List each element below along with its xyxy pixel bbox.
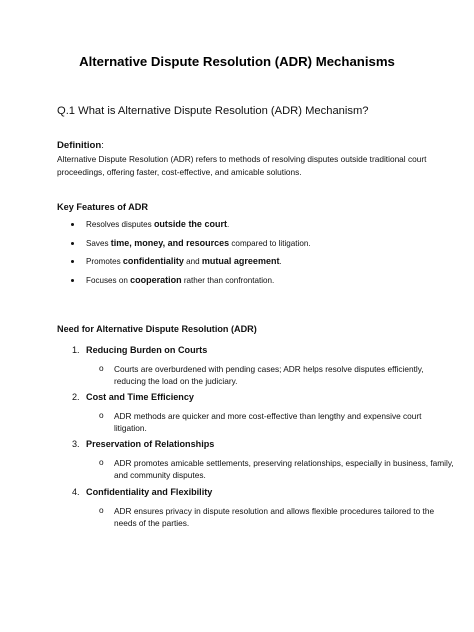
feature-bold: time, money, and resources [110, 237, 230, 248]
circle-bullet-icon: o [99, 505, 104, 515]
need-item-detail [57, 505, 454, 529]
feature-bold: mutual agreement [201, 256, 280, 266]
bullet-icon [71, 223, 74, 226]
need-heading: Need for Alternative Dispute Resolution (ADR) [57, 324, 257, 334]
circle-bullet-icon: o [99, 457, 104, 467]
item-number: 2. [72, 392, 80, 402]
feature-bold: confidentiality [122, 256, 184, 266]
item-number: 1. [72, 345, 80, 355]
circle-bullet-icon: o [99, 410, 104, 420]
definition-text: Alternative Dispute Resolution (ADR) refers to methods of resolving disputes outside traditional court proceedings, offering faster, cost-effective, and amicable solutions. [57, 154, 427, 177]
key-feature-item [57, 252, 457, 271]
feature-bold: outside the court [153, 219, 227, 229]
circle-bullet-icon: o [99, 363, 104, 373]
need-item-title [57, 343, 457, 357]
feature-text: Saves [86, 238, 111, 248]
need-item [57, 390, 457, 434]
item-number: 4. [72, 487, 80, 497]
key-feature-item [57, 215, 457, 234]
detail-text: ADR ensures privacy in dispute resolution and allows flexible procedures tailored to the needs of the parties. [114, 506, 435, 529]
need-item-detail [57, 457, 454, 481]
bullet-icon [71, 260, 74, 263]
item-title-text: Preservation of Relationships [86, 439, 215, 449]
definition-heading [57, 140, 104, 151]
need-item-detail [57, 363, 454, 387]
need-item [57, 485, 457, 529]
item-title-text: Reducing Burden on Courts [86, 345, 208, 355]
key-feature-item [57, 271, 457, 290]
feature-text: compared to litigation. [229, 238, 311, 248]
need-item [57, 343, 457, 387]
feature-text: Resolves disputes [86, 220, 154, 229]
definition-heading-label: Definition [57, 140, 102, 151]
need-item [57, 437, 457, 481]
feature-bold: cooperation [130, 274, 182, 285]
feature-text: Promotes [86, 257, 123, 266]
detail-text: ADR promotes amicable settlements, preserving relationships, especially in business, family, and community disputes. [114, 458, 454, 481]
need-item-detail [57, 410, 454, 434]
detail-text: ADR methods are quicker and more cost-effective than lengthy and expensive court litigation. [114, 411, 422, 434]
document-title: Alternative Dispute Resolution (ADR) Mechanisms [79, 54, 395, 69]
feature-text: . [279, 257, 282, 266]
key-feature-item [57, 234, 457, 253]
key-features-list [57, 215, 457, 289]
need-item-title [57, 390, 457, 404]
need-item-title [57, 437, 457, 451]
definition-colon: : [101, 140, 104, 151]
feature-text: rather than confrontation. [181, 275, 275, 285]
need-item-title [57, 485, 457, 499]
question-heading: Q.1 What is Alternative Dispute Resolution (ADR) Mechanism? [57, 105, 369, 117]
feature-text: . [226, 220, 230, 229]
key-features-heading: Key Features of ADR [57, 202, 149, 212]
bullet-icon [71, 242, 74, 245]
item-title-text: Cost and Time Efficiency [86, 392, 194, 402]
item-number: 3. [72, 439, 80, 449]
bullet-icon [71, 279, 74, 282]
item-title-text: Confidentiality and Flexibility [86, 487, 213, 497]
feature-text: Focuses on [86, 275, 131, 285]
detail-text: Courts are overburdened with pending cases; ADR helps resolve disputes efficiently, reducing the load on the judiciary. [114, 364, 424, 387]
feature-text: and [183, 257, 202, 266]
